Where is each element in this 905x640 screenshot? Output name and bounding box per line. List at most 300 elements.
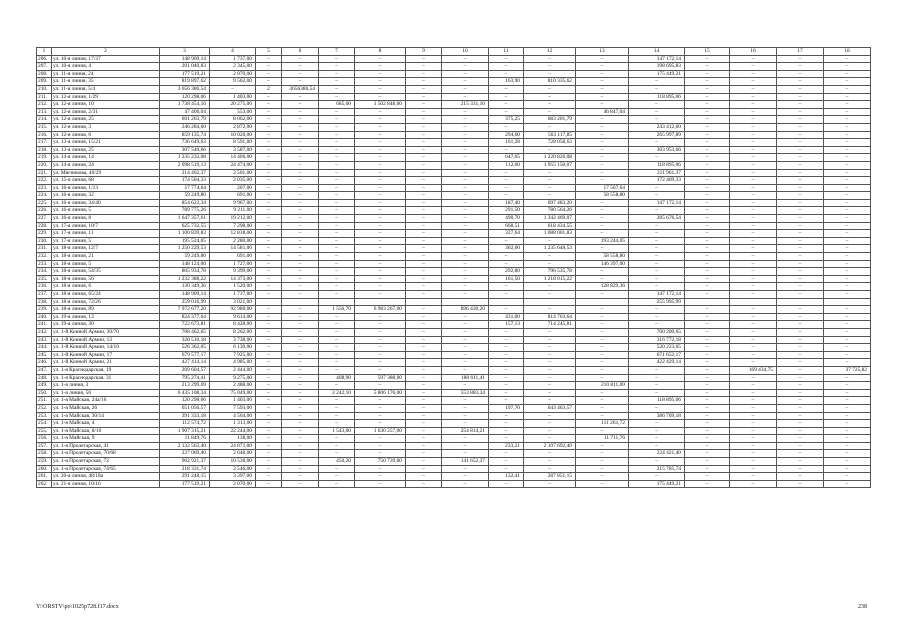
value-cell: – bbox=[282, 351, 319, 359]
value-cell: 75 049,00 bbox=[210, 389, 256, 397]
value-cell: – bbox=[319, 63, 355, 71]
value-cell: – bbox=[319, 328, 355, 336]
value-cell: – bbox=[406, 458, 442, 466]
value-cell: – bbox=[256, 458, 282, 466]
value-cell: – bbox=[406, 450, 442, 458]
value-cell: – bbox=[730, 199, 777, 207]
row-number-cell: 225. bbox=[37, 199, 52, 207]
value-cell: – bbox=[524, 93, 576, 101]
value-cell: 3 397,00 bbox=[210, 473, 256, 481]
value-cell: – bbox=[730, 55, 777, 63]
value-cell: – bbox=[576, 366, 629, 374]
value-cell: – bbox=[777, 313, 824, 321]
value-cell: – bbox=[730, 230, 777, 238]
value-cell: – bbox=[256, 397, 282, 405]
value-cell: 553 883,34 bbox=[442, 389, 489, 397]
value-cell: – bbox=[282, 93, 319, 101]
value-cell: – bbox=[406, 63, 442, 71]
value-cell: – bbox=[524, 382, 576, 390]
value-cell: – bbox=[524, 336, 576, 344]
value-cell: – bbox=[777, 161, 824, 169]
value-cell: – bbox=[442, 230, 489, 238]
value-cell: – bbox=[256, 321, 282, 329]
value-cell: 291 248,15 bbox=[160, 473, 210, 481]
value-cell: – bbox=[576, 268, 629, 276]
value-cell: – bbox=[576, 480, 629, 488]
value-cell: – bbox=[442, 480, 489, 488]
value-cell: – bbox=[256, 184, 282, 192]
value-cell: – bbox=[442, 260, 489, 268]
value-cell: – bbox=[524, 146, 576, 154]
value-cell: – bbox=[355, 154, 406, 162]
value-cell: – bbox=[319, 420, 355, 428]
address-cell: ул. 1-я Майская, 8/10 bbox=[52, 427, 160, 435]
value-cell: – bbox=[629, 222, 685, 230]
value-cell: – bbox=[777, 116, 824, 124]
value-cell: – bbox=[406, 404, 442, 412]
value-cell: – bbox=[777, 222, 824, 230]
table-row bbox=[37, 131, 871, 139]
value-cell: – bbox=[685, 321, 730, 329]
table-row bbox=[37, 389, 871, 397]
value-cell: 193 244,05 bbox=[576, 237, 629, 245]
value-cell: 780 564,26 bbox=[524, 207, 576, 215]
value-cell: – bbox=[777, 336, 824, 344]
value-cell bbox=[442, 298, 489, 306]
value-cell: – bbox=[730, 63, 777, 71]
address-cell: ул. 1-й Конной Армии, 14/10 bbox=[52, 344, 160, 352]
value-cell: – bbox=[406, 139, 442, 147]
value-cell: 1 647 357,61 bbox=[160, 215, 210, 223]
value-cell: – bbox=[685, 215, 730, 223]
value-cell: 187,40 bbox=[489, 199, 524, 207]
row-number-cell: 256. bbox=[37, 435, 52, 443]
row-number-cell: 231. bbox=[37, 245, 52, 253]
address-cell: ул. 14-я линия, 24 bbox=[52, 161, 160, 169]
value-cell: – bbox=[406, 207, 442, 215]
value-cell: – bbox=[256, 306, 282, 314]
value-cell: 1 218 015,22 bbox=[524, 275, 576, 283]
value-cell: – bbox=[256, 260, 282, 268]
value-cell: – bbox=[489, 192, 524, 200]
value-cell: – bbox=[824, 139, 871, 147]
value-cell: – bbox=[355, 268, 406, 276]
value-cell: 243 412,60 bbox=[629, 123, 685, 131]
value-cell: – bbox=[256, 222, 282, 230]
value-cell: – bbox=[489, 397, 524, 405]
value-cell: – bbox=[442, 123, 489, 131]
value-cell: – bbox=[355, 199, 406, 207]
value-cell: 6 435 108,34 bbox=[160, 389, 210, 397]
row-number-cell: 262. bbox=[37, 480, 52, 488]
value-cell: – bbox=[256, 237, 282, 245]
value-cell: 259 016,99 bbox=[160, 298, 210, 306]
value-cell: – bbox=[777, 268, 824, 276]
value-cell: – bbox=[629, 275, 685, 283]
table-row bbox=[37, 63, 871, 71]
value-cell bbox=[282, 298, 319, 306]
address-cell: ул. 1-я Майская, 4 bbox=[52, 420, 160, 428]
value-cell: – bbox=[282, 336, 319, 344]
value-cell: – bbox=[730, 78, 777, 86]
value-cell: – bbox=[629, 427, 685, 435]
value-cell: – bbox=[256, 78, 282, 86]
value-cell: – bbox=[406, 328, 442, 336]
value-cell: 3656386,54 bbox=[282, 85, 319, 93]
value-cell: – bbox=[685, 404, 730, 412]
value-cell: 1 403,00 bbox=[210, 93, 256, 101]
value-cell: – bbox=[355, 336, 406, 344]
value-cell: – bbox=[282, 306, 319, 314]
address-cell: ул. 18-я линия, 21 bbox=[52, 253, 160, 261]
value-cell: – bbox=[576, 154, 629, 162]
value-cell: – bbox=[824, 55, 871, 63]
value-cell: 2 488,00 bbox=[210, 382, 256, 390]
value-cell: – bbox=[824, 93, 871, 101]
value-cell: – bbox=[685, 116, 730, 124]
value-cell: – bbox=[319, 480, 355, 488]
value-cell: 14 581,00 bbox=[210, 245, 256, 253]
value-cell: – bbox=[355, 420, 406, 428]
value-cell: – bbox=[256, 63, 282, 71]
table-row bbox=[37, 237, 871, 245]
column-number-cell: 15 bbox=[685, 48, 730, 56]
value-cell: – bbox=[442, 291, 489, 299]
value-cell: – bbox=[629, 420, 685, 428]
value-cell: – bbox=[256, 404, 282, 412]
value-cell: 618 434,55 bbox=[524, 222, 576, 230]
value-cell: – bbox=[524, 260, 576, 268]
table-row bbox=[37, 404, 871, 412]
address-cell: ул. 1-й Конной Армии, 13 bbox=[52, 336, 160, 344]
value-cell: – bbox=[406, 389, 442, 397]
value-cell: – bbox=[730, 161, 777, 169]
row-number-cell: 251. bbox=[37, 397, 52, 405]
value-cell: – bbox=[319, 131, 355, 139]
value-cell: 213 299,69 bbox=[160, 382, 210, 390]
value-cell: – bbox=[576, 131, 629, 139]
value-cell: – bbox=[576, 177, 629, 185]
value-cell: – bbox=[730, 404, 777, 412]
value-cell: – bbox=[824, 389, 871, 397]
value-cell: – bbox=[777, 78, 824, 86]
value-cell: – bbox=[319, 199, 355, 207]
value-cell: – bbox=[777, 245, 824, 253]
value-cell: 8 591,00 bbox=[210, 139, 256, 147]
value-cell: – bbox=[777, 192, 824, 200]
value-cell: 128 829,36 bbox=[576, 283, 629, 291]
value-cell bbox=[730, 298, 777, 306]
value-cell: – bbox=[282, 123, 319, 131]
value-cell: – bbox=[442, 442, 489, 450]
value-cell: – bbox=[777, 207, 824, 215]
value-cell: 302,60 bbox=[489, 245, 524, 253]
value-cell: – bbox=[282, 268, 319, 276]
value-cell: – bbox=[730, 222, 777, 230]
value-cell: – bbox=[685, 458, 730, 466]
value-cell: – bbox=[442, 465, 489, 473]
row-number-cell: 258. bbox=[37, 450, 52, 458]
value-cell: – bbox=[524, 237, 576, 245]
address-cell: ул. 18-я линия, 89 bbox=[52, 306, 160, 314]
value-cell: – bbox=[319, 154, 355, 162]
table-row bbox=[37, 101, 871, 109]
value-cell: – bbox=[824, 222, 871, 230]
value-cell: – bbox=[730, 275, 777, 283]
value-cell: – bbox=[777, 146, 824, 154]
value-cell: 118 895,06 bbox=[629, 93, 685, 101]
value-cell: 157,13 bbox=[489, 321, 524, 329]
value-cell: – bbox=[777, 420, 824, 428]
value-cell: – bbox=[524, 359, 576, 367]
value-cell: – bbox=[777, 359, 824, 367]
value-cell: – bbox=[524, 344, 576, 352]
row-number-cell: 222. bbox=[37, 177, 52, 185]
value-cell: 8 062,00 bbox=[210, 116, 256, 124]
value-cell: – bbox=[406, 306, 442, 314]
value-cell: – bbox=[406, 260, 442, 268]
value-cell: – bbox=[629, 108, 685, 116]
value-cell: – bbox=[777, 450, 824, 458]
value-cell: – bbox=[730, 184, 777, 192]
table-row bbox=[37, 336, 871, 344]
value-cell: – bbox=[319, 473, 355, 481]
value-cell: – bbox=[282, 473, 319, 481]
value-cell: – bbox=[685, 101, 730, 109]
value-cell: 37 725,82 bbox=[824, 366, 871, 374]
value-cell: – bbox=[576, 359, 629, 367]
value-cell: – bbox=[282, 237, 319, 245]
value-cell: 195 524,05 bbox=[160, 237, 210, 245]
value-cell: 671 652,17 bbox=[629, 351, 685, 359]
table-row bbox=[37, 222, 871, 230]
value-cell: 854 622,34 bbox=[160, 199, 210, 207]
value-cell: – bbox=[355, 237, 406, 245]
value-cell: – bbox=[524, 397, 576, 405]
table-row bbox=[37, 306, 871, 314]
value-cell: 1 630 257,00 bbox=[355, 427, 406, 435]
value-cell: – bbox=[256, 328, 282, 336]
value-cell: – bbox=[256, 473, 282, 481]
value-cell: – bbox=[406, 161, 442, 169]
value-cell: – bbox=[256, 108, 282, 116]
value-cell: – bbox=[282, 374, 319, 382]
value-cell: 227 069,40 bbox=[160, 450, 210, 458]
value-cell: – bbox=[256, 131, 282, 139]
table-row bbox=[37, 207, 871, 215]
value-cell: – bbox=[489, 374, 524, 382]
table-row bbox=[37, 397, 871, 405]
value-cell: 147 172,14 bbox=[629, 55, 685, 63]
value-cell: 58 558,80 bbox=[576, 253, 629, 261]
value-cell: 132,41 bbox=[489, 473, 524, 481]
value-cell: 111 261,72 bbox=[576, 420, 629, 428]
value-cell: 224 421,40 bbox=[629, 450, 685, 458]
column-number-cell: 11 bbox=[489, 48, 524, 56]
value-cell: – bbox=[685, 230, 730, 238]
footer-file-path: Y:\ORSTV\po\1025p728.f17.docx bbox=[36, 604, 119, 610]
value-cell: – bbox=[282, 412, 319, 420]
value-cell: – bbox=[282, 313, 319, 321]
value-cell: – bbox=[685, 374, 730, 382]
value-cell: – bbox=[355, 283, 406, 291]
value-cell: – bbox=[824, 435, 871, 443]
row-number-cell: 221. bbox=[37, 169, 52, 177]
value-cell: – bbox=[319, 442, 355, 450]
value-cell: – bbox=[730, 101, 777, 109]
value-cell: 697 483,20 bbox=[524, 199, 576, 207]
value-cell: – bbox=[576, 442, 629, 450]
value-cell: – bbox=[777, 139, 824, 147]
value-cell: – bbox=[524, 306, 576, 314]
address-cell: ул. 11-я линия, 24 bbox=[52, 70, 160, 78]
table-row bbox=[37, 382, 871, 390]
value-cell: – bbox=[355, 480, 406, 488]
value-cell: 1 342 469,07 bbox=[524, 215, 576, 223]
value-cell: 148 909,14 bbox=[160, 291, 210, 299]
table-row bbox=[37, 344, 871, 352]
row-number-cell: 228. bbox=[37, 222, 52, 230]
value-cell: – bbox=[576, 336, 629, 344]
value-cell: 691 263,79 bbox=[160, 116, 210, 124]
value-cell: 490,70 bbox=[489, 215, 524, 223]
value-cell: – bbox=[319, 336, 355, 344]
value-cell: 188 611,41 bbox=[442, 374, 489, 382]
value-cell: – bbox=[576, 450, 629, 458]
value-cell: – bbox=[576, 139, 629, 147]
value-cell: – bbox=[629, 245, 685, 253]
value-cell: – bbox=[282, 184, 319, 192]
value-cell: – bbox=[824, 192, 871, 200]
value-cell: – bbox=[730, 131, 777, 139]
value-cell bbox=[576, 298, 629, 306]
value-cell: – bbox=[355, 230, 406, 238]
value-cell: – bbox=[256, 465, 282, 473]
value-cell: – bbox=[629, 366, 685, 374]
row-number-cell: 227. bbox=[37, 215, 52, 223]
value-cell: – bbox=[442, 351, 489, 359]
value-cell: – bbox=[355, 207, 406, 215]
value-cell: – bbox=[406, 382, 442, 390]
value-cell: 292,80 bbox=[489, 268, 524, 276]
value-cell: – bbox=[256, 199, 282, 207]
value-cell: – bbox=[524, 70, 576, 78]
value-cell: 722 673,81 bbox=[160, 321, 210, 329]
value-cell: – bbox=[319, 192, 355, 200]
value-cell: – bbox=[319, 397, 355, 405]
value-cell: – bbox=[319, 313, 355, 321]
value-cell: – bbox=[355, 253, 406, 261]
value-cell: – bbox=[824, 101, 871, 109]
value-cell: – bbox=[355, 222, 406, 230]
value-cell: – bbox=[282, 207, 319, 215]
value-cell: 198 695,83 bbox=[629, 63, 685, 71]
value-cell: – bbox=[824, 85, 871, 93]
address-cell: ул. 1-я Майская, 9 bbox=[52, 435, 160, 443]
value-cell: – bbox=[489, 169, 524, 177]
value-cell: – bbox=[282, 139, 319, 147]
value-cell: – bbox=[256, 389, 282, 397]
value-cell: – bbox=[406, 85, 442, 93]
value-cell: – bbox=[442, 275, 489, 283]
value-cell: – bbox=[524, 427, 576, 435]
address-cell: ул. 21-я линия, 10/16 bbox=[52, 480, 160, 488]
value-cell: – bbox=[489, 184, 524, 192]
value-cell: – bbox=[282, 55, 319, 63]
value-cell: 1 313,00 bbox=[210, 420, 256, 428]
value-cell: – bbox=[489, 177, 524, 185]
value-cell: 2 546,00 bbox=[210, 465, 256, 473]
value-cell: – bbox=[576, 344, 629, 352]
value-cell: – bbox=[824, 427, 871, 435]
value-cell: – bbox=[685, 283, 730, 291]
value-cell: – bbox=[576, 146, 629, 154]
address-cell: ул. 18-я линия, 6 bbox=[52, 283, 160, 291]
value-cell: – bbox=[282, 260, 319, 268]
value-cell: – bbox=[406, 351, 442, 359]
value-cell: – bbox=[355, 275, 406, 283]
row-number-cell: 229. bbox=[37, 230, 52, 238]
value-cell: – bbox=[629, 268, 685, 276]
row-number-cell: 247. bbox=[37, 366, 52, 374]
value-cell: – bbox=[730, 382, 777, 390]
column-number-cell: 6 bbox=[282, 48, 319, 56]
value-cell: – bbox=[685, 420, 730, 428]
address-cell: ул. 14-я линия, 14 bbox=[52, 154, 160, 162]
value-cell: – bbox=[524, 351, 576, 359]
value-cell: 2 070,00 bbox=[210, 480, 256, 488]
value-cell: – bbox=[629, 442, 685, 450]
value-cell: – bbox=[319, 215, 355, 223]
value-cell: – bbox=[824, 291, 871, 299]
value-cell: – bbox=[730, 458, 777, 466]
value-cell: – bbox=[406, 237, 442, 245]
value-cell: – bbox=[777, 260, 824, 268]
value-cell: 6 983 267,00 bbox=[355, 306, 406, 314]
value-cell: – bbox=[629, 237, 685, 245]
value-cell: 24 871,00 bbox=[210, 442, 256, 450]
value-cell: – bbox=[730, 154, 777, 162]
value-cell: – bbox=[629, 283, 685, 291]
value-cell: – bbox=[777, 480, 824, 488]
address-cell: ул. 12-я линия, 1/29 bbox=[52, 93, 160, 101]
table-row bbox=[37, 146, 871, 154]
column-number-cell: 7 bbox=[319, 48, 355, 56]
value-cell: – bbox=[355, 344, 406, 352]
value-cell: 287 851,15 bbox=[524, 473, 576, 481]
value-cell: – bbox=[282, 404, 319, 412]
value-cell: 177 519,21 bbox=[160, 480, 210, 488]
value-cell: – bbox=[282, 291, 319, 299]
value-cell: 1 727,00 bbox=[210, 260, 256, 268]
value-cell: – bbox=[406, 420, 442, 428]
value-cell: – bbox=[824, 116, 871, 124]
value-cell: – bbox=[442, 382, 489, 390]
value-cell: – bbox=[319, 207, 355, 215]
value-cell: 805 934,78 bbox=[160, 268, 210, 276]
value-cell: – bbox=[777, 306, 824, 314]
value-cell: 1 088 001,83 bbox=[524, 230, 576, 238]
address-cell: ул. Мясникова, 40/29 bbox=[52, 169, 160, 177]
value-cell: 708 462,65 bbox=[160, 328, 210, 336]
value-cell: – bbox=[319, 404, 355, 412]
value-cell: – bbox=[256, 93, 282, 101]
row-number-cell: 210. bbox=[37, 85, 52, 93]
value-cell: 7 925,00 bbox=[210, 351, 256, 359]
value-cell: – bbox=[824, 207, 871, 215]
table-row bbox=[37, 184, 871, 192]
value-cell bbox=[777, 298, 824, 306]
